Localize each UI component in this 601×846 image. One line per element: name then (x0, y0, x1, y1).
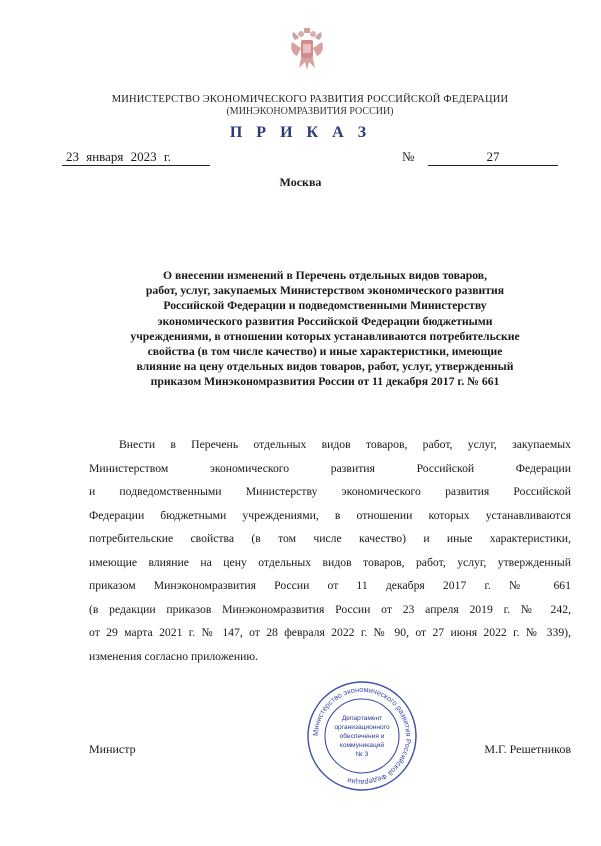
order-title (85, 268, 565, 390)
body-line: потребительские свойства (в том числе качество) и иные характеристики, (89, 532, 571, 545)
body-line: Федерации бюджетными учреждениями, в отношении которых устанавливаются (89, 508, 571, 522)
title-line: влияние на цену отдельных видов товаров, работ, услуг, утвержденный (136, 360, 514, 374)
title-line: экономического развития Российской Федерации бюджетными (157, 314, 493, 328)
title-line: О внесении изменений в Перечень отдельных видов товаров, (162, 269, 488, 282)
title-line: учреждениями, в отношении которых устанавливаются потребительские (130, 329, 520, 343)
title-line: работ, услуг, закупаемых Министерством экономического развития (145, 284, 505, 298)
ministry-short-name: (МИНЭКОНОМРАЗВИТИЯ РОССИИ) (226, 106, 394, 117)
body-line: от 29 марта 2021 г. № 147, от 28 февраля 2022 г. № 90, от 27 июня 2022 г. № 339), (89, 626, 571, 639)
body-line: изменения согласно приложению. (89, 649, 259, 663)
official-stamp (306, 680, 418, 792)
title-line: приказом Минэкономразвития России от 11 декабря 2017 г. № 661 (150, 375, 500, 389)
stamp-center-line: коммуникаций (339, 742, 385, 749)
stamp-center-line: организационного (334, 724, 390, 731)
stamp-center-line: Департамент (341, 715, 383, 722)
stamp-center-line: обеспечения и (339, 733, 385, 740)
order-body (89, 433, 571, 668)
ministry-name: МИНИСТЕРСТВО ЭКОНОМИЧЕСКОГО РАЗВИТИЯ РОССИЙСКОЙ ФЕДЕРАЦИИ (111, 94, 509, 105)
order-date: 23 января 2023 г. (62, 149, 210, 166)
body-line: (в редакции приказов Минэкономразвития России от 23 апреля 2019 г. № 242, (89, 602, 571, 616)
title-line: свойства (в том числе качество) и иные характеристики, имеющие (147, 345, 503, 359)
document-type-title: П Р И К А З (229, 124, 372, 141)
order-number: 27 (428, 149, 558, 166)
body-line: приказом Минэкономразвития России от 11 декабря 2017 г. № 661 (89, 579, 571, 592)
city: Москва (279, 175, 322, 189)
signer-name: М.Г. Решетников (484, 742, 571, 756)
stamp-center-line: № 3 (355, 751, 369, 758)
coat-of-arms-emblem (287, 26, 327, 74)
body-line: имеющие влияние на цену отдельных видов товаров, работ, услуг, утвержденный (89, 555, 571, 569)
stamp-ring-text: Министерство экономического развития Российской Федерации (310, 684, 414, 788)
body-line: и подведомственными Министерству экономического развития Российской (89, 485, 571, 498)
number-sign: № (402, 149, 415, 164)
body-line: Внести в Перечень отдельных видов товаров, работ, услуг, закупаемых (119, 438, 571, 451)
signer-role: Министр (89, 742, 136, 756)
body-line: Министерством экономического развития Российской Федерации (89, 461, 571, 475)
title-line: Российской Федерации и подведомственными Министерству (163, 299, 487, 313)
